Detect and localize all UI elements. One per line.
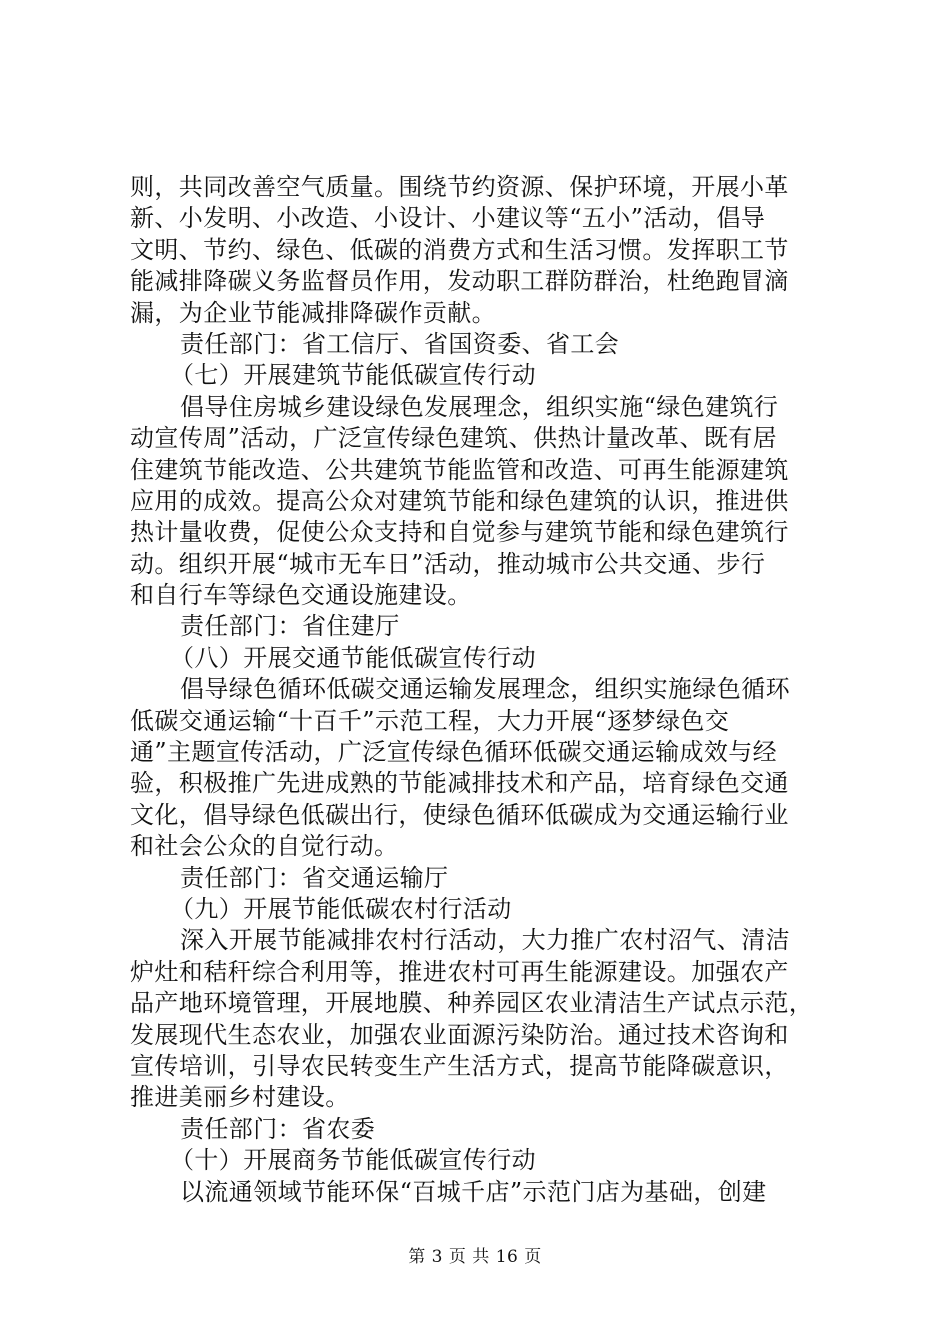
responsible-department: 责任部门：省交通运输厅 <box>180 863 449 892</box>
body-text-line: 推进美丽乡村建设。 <box>130 1083 350 1112</box>
section-heading: （九）开展节能低碳农村行活动 <box>170 894 512 923</box>
body-text-line: 宣传培训，引导农民转变生产生活方式，提高节能降碳意识， <box>130 1051 789 1080</box>
body-text-line: 新、小发明、小改造、小设计、小建议等“五小”活动，倡导 <box>130 204 766 233</box>
body-text-line: 验，积极推广先进成熟的节能减排技术和产品，培育绿色交通 <box>130 769 789 798</box>
section-heading: （十）开展商务节能低碳宣传行动 <box>170 1146 536 1175</box>
body-text-line: 品产地环境管理，开展地膜、种养园区农业清洁生产试点示范， <box>130 989 814 1018</box>
section-heading: （七）开展建筑节能低碳宣传行动 <box>170 361 536 390</box>
body-text-line: 动。组织开展“城市无车日”活动，推动城市公共交通、步行 <box>130 549 766 578</box>
responsible-department: 责任部门：省农委 <box>180 1114 376 1143</box>
body-text-line: 住建筑节能改造、公共建筑节能监管和改造、可再生能源建筑 <box>130 455 789 484</box>
responsible-department: 责任部门：省住建厅 <box>180 612 400 641</box>
paragraph-first-line: 深入开展节能减排农村行活动，大力推广农村沼气、清洁 <box>180 926 790 955</box>
body-text-line: 发展现代生态农业，加强农业面源污染防治。通过技术咨询和 <box>130 1020 789 1049</box>
body-text-line: 文明、节约、绿色、低碳的消费方式和生活习惯。发挥职工节 <box>130 235 789 264</box>
body-text-line: 和自行车等绿色交通设施建设。 <box>130 581 472 610</box>
body-text-line: 能减排降碳义务监督员作用，发动职工群防群治，杜绝跑冒滴 <box>130 267 789 296</box>
body-text-line: 文化，倡导绿色低碳出行，使绿色循环低碳成为交通运输行业 <box>130 800 789 829</box>
document-body <box>130 172 835 1208</box>
section-heading: （八）开展交通节能低碳宣传行动 <box>170 643 536 672</box>
body-text-line: 则，共同改善空气质量。围绕节约资源、保护环境，开展小革 <box>130 173 789 201</box>
body-text-line: 和社会公众的自觉行动。 <box>130 832 399 861</box>
body-text-line: 热计量收费，促使公众支持和自觉参与建筑节能和绿色建筑行 <box>130 518 789 547</box>
responsible-department: 责任部门：省工信厅、省国资委、省工会 <box>180 329 620 358</box>
body-text-line: 动宣传周”活动，广泛宣传绿色建筑、供热计量改革、既有居 <box>130 424 778 453</box>
paragraph-first-line: 以流通领域节能环保“百城千店”示范门店为基础，创建 <box>180 1177 767 1206</box>
page-number-footer: 第 3 页 共 16 页 <box>408 1247 542 1267</box>
paragraph-first-line: 倡导住房城乡建设绿色发展理念，组织实施“绿色建筑行 <box>180 392 779 421</box>
body-text-line: 通”主题宣传活动，广泛宣传绿色循环低碳交通运输成效与经 <box>130 738 778 767</box>
body-text-line: 低碳交通运输“十百千”示范工程，大力开展“逐梦绿色交 <box>130 706 730 735</box>
body-text-line: 应用的成效。提高公众对建筑节能和绿色建筑的认识，推进供 <box>130 486 789 515</box>
body-text-line: 炉灶和秸秆综合利用等，推进农村可再生能源建设。加强农产 <box>130 957 789 986</box>
body-text-line: 漏，为企业节能减排降碳作贡献。 <box>130 298 496 327</box>
paragraph-first-line: 倡导绿色循环低碳交通运输发展理念，组织实施绿色循环 <box>180 675 790 704</box>
